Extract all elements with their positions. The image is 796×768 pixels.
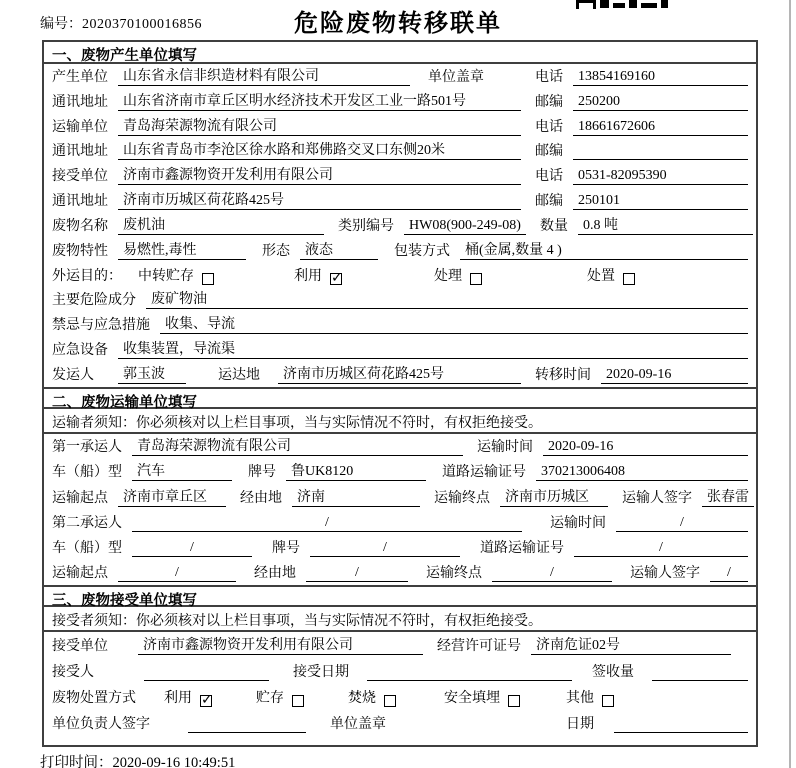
section1-body [44,64,756,387]
purpose-row [44,263,756,288]
plate-value: 鲁UK8120 [286,460,426,481]
emergency-measures-row [44,312,756,337]
transport-time-label: 运输时间 [550,515,606,531]
disposal-method-row [44,684,756,710]
option-label: 贮存 [256,691,284,707]
zip-label: 邮编 [535,94,563,110]
plate-value: / [310,540,460,557]
plate-label: 牌号 [272,540,300,556]
disposal-option-landfill [444,687,520,707]
category-value: HW08(900-249-08) [404,218,526,235]
option-label: 利用 [294,268,322,284]
phone-label: 电话 [535,69,563,85]
producer-row [44,64,756,89]
zip-label: 邮编 [535,144,563,160]
option-label: 处置 [587,268,615,284]
responsible-sign-value [188,716,306,733]
carrier2-label: 第二承运人 [52,515,122,531]
vehicle1-row [44,459,756,484]
transfer-time-label: 转移时间 [535,367,591,383]
receiver-value: 济南市鑫源物资开发利用有限公司 [118,164,521,185]
checkbox-icon [602,695,614,707]
notice-label: 接受者须知： [52,614,136,630]
disposal-method-label: 废物处置方式 [52,691,136,707]
transporter-value: 青岛海荣源物流有限公司 [118,115,521,136]
route1-row [44,484,756,509]
producer-address-row [44,89,756,114]
transport-time-label: 运输时间 [477,440,533,456]
route-end-value: / [492,565,612,582]
recipient-value [144,664,269,681]
address-value: 济南市历城区荷花路425号 [118,189,521,210]
phone-label: 电话 [535,169,563,185]
waste-name-label: 废物名称 [52,218,108,234]
notice-text: 你必须核对以上栏目事项，当与实际情况不符时，有权拒绝接受。 [136,415,542,431]
option-label: 其他 [566,691,594,707]
disposal-option-incinerate [348,687,396,707]
traits-label: 废物特性 [52,243,108,259]
carrier-sign-label: 运输人签字 [630,566,700,582]
carrier-sign-label: 运输人签字 [622,490,692,506]
dispatcher-value: 郭玉波 [118,363,186,384]
serial-value: 2020370100016856 [82,17,202,32]
recipient-label: 接受人 [52,665,94,681]
accepting-unit-value: 济南市鑫源物资开发利用有限公司 [138,634,423,655]
destination-value: 济南市历城区荷花路425号 [278,363,521,384]
purpose-label: 外运目的： [52,268,122,284]
disposal-option-store [256,687,304,707]
print-time-label: 打印时间： [40,755,113,768]
hazard-label: 主要危险成分 [52,293,136,309]
emergency-label: 禁忌与应急措施 [52,318,150,334]
form-value: 液态 [300,239,378,260]
equipment-value: 收集装置，导流渠 [118,338,748,359]
via-value: / [306,565,408,582]
option-label: 利用 [164,691,192,707]
transport-time-value: 2020-09-16 [543,439,748,456]
seal-label: 单位盖章 [428,69,484,85]
vehicle-type-value: 汽车 [132,460,232,481]
section1-header: 一、废物产生单位填写 [44,42,756,64]
license-value: 济南危证02号 [531,634,731,655]
checkbox-icon [200,695,212,707]
phone-value: 18661672606 [573,119,748,136]
address-label: 通讯地址 [52,94,108,110]
zip-label: 邮编 [535,194,563,210]
address-value: 山东省济南市章丘区明水经济技术开发区工业一路501号 [118,90,521,111]
waste-name-row [44,213,756,238]
option-label: 安全填埋 [444,691,500,707]
traits-value: 易燃性,毒性 [118,239,246,260]
section2-notice [44,409,756,434]
vehicle-type-label: 车（船）型 [52,540,122,556]
option-label: 处理 [434,268,462,284]
road-cert-value: / [574,540,748,557]
checkbox-icon [470,273,482,285]
received-qty-value [652,664,748,681]
receiver-label: 接受单位 [52,169,108,185]
carrier2-value: / [132,515,522,532]
transporter-address-row [44,139,756,164]
address-label: 通讯地址 [52,194,108,210]
accept-date-value [367,664,572,681]
transporter-label: 运输单位 [52,119,108,135]
page-title: 危险废物转移联单 [294,11,502,37]
notice-text: 你必须核对以上栏目事项，当与实际情况不符时，有权拒绝接受。 [136,614,542,630]
section3-notice [44,607,756,632]
address-label: 通讯地址 [52,144,108,160]
received-qty-label: 签收量 [592,665,634,681]
quantity-group [540,214,753,235]
quantity-value: 0.8 吨 [578,214,753,235]
route-start-value: 济南市章丘区 [118,486,226,507]
route-start-label: 运输起点 [52,490,108,506]
accept-date-label: 接受日期 [293,665,349,681]
address-value: 山东省青岛市李沧区徐水路和郑佛路交叉口东侧20米 [118,139,521,160]
purpose-option-treat [434,265,482,285]
form-label: 形态 [262,243,290,259]
section2-body [44,434,756,585]
dispatcher-label: 发运人 [52,367,94,383]
via-label: 经由地 [254,566,296,582]
route-end-label: 运输终点 [426,566,482,582]
hazard-row [44,288,756,313]
emergency-value: 收集、导流 [160,313,748,334]
route-end-value: 济南市历城区 [500,486,608,507]
road-cert-label: 道路运输证号 [480,540,564,556]
zip-group [535,140,748,160]
equipment-label: 应急设备 [52,343,108,359]
option-label: 焚烧 [348,691,376,707]
checkbox-icon [292,695,304,707]
phone-value: 13854169160 [573,69,748,86]
sign-date-value [614,716,748,733]
road-cert-value: 370213006408 [536,464,748,481]
accepting-unit-row [44,632,756,658]
transporter-phone-group [535,116,748,136]
notice-label: 运输者须知： [52,415,136,431]
accepting-unit-label: 接受单位 [52,639,108,655]
vehicle2-row [44,535,756,560]
zip-group [535,190,748,210]
zip-value: 250101 [573,193,748,210]
zip-value [573,143,748,160]
destination-label: 运达地 [218,367,260,383]
packaging-value: 桶(金属,数量 4 ) [460,239,748,260]
transfer-time-value: 2020-09-16 [601,367,748,384]
checkbox-icon [384,695,396,707]
road-cert-label: 道路运输证号 [442,465,526,481]
via-label: 经由地 [240,490,282,506]
route-end-label: 运输终点 [434,490,490,506]
document-header [0,0,796,40]
packaging-label: 包装方式 [394,243,450,259]
via-value: 济南 [292,486,420,507]
disposal-option-use [164,687,212,707]
section3-body [44,632,756,736]
zip-group [535,91,748,111]
receiver-phone-group [535,165,748,185]
receiver-row [44,163,756,188]
section3-header: 三、废物接受单位填写 [44,585,756,607]
carrier2-row [44,510,756,535]
phone-value: 0531-82095390 [573,168,748,185]
section2-header: 二、废物运输单位填写 [44,387,756,409]
carrier-sign-value: 张春雷 [702,486,754,507]
producer-phone-group [535,66,748,86]
carrier1-row [44,434,756,459]
carrier1-value: 青岛海荣源物流有限公司 [132,435,463,456]
responsible-sign-row [44,710,756,736]
producer-value: 山东省永信非织造材料有限公司 [118,65,410,86]
hazard-value: 废矿物油 [146,288,748,309]
option-label: 中转贮存 [138,268,194,284]
responsible-sign-label: 单位负责人签字 [52,717,150,733]
transporter-row [44,114,756,139]
recipient-row [44,658,756,684]
manifest-form-table [42,40,758,747]
equipment-row [44,337,756,362]
serial-label: 编号： [40,17,82,32]
waste-traits-row [44,238,756,263]
print-time-value: 2020-09-16 10:49:51 [112,755,236,768]
receiver-address-row [44,188,756,213]
carrier1-label: 第一承运人 [52,440,122,456]
category-label: 类别编号 [338,218,394,234]
purpose-option-dispose [587,265,635,285]
checkbox-icon [623,273,635,285]
purpose-option-use [294,265,342,285]
unit-seal-label: 单位盖章 [330,717,386,733]
waste-name-value: 废机油 [118,214,324,235]
checkbox-icon [330,273,342,285]
print-time [40,751,235,768]
vehicle-type-value: / [132,540,252,557]
phone-label: 电话 [535,119,563,135]
page-edge-line [789,0,791,768]
carrier-sign-value: / [710,565,748,582]
disposal-option-other [566,687,614,707]
producer-label: 产生单位 [52,69,108,85]
purpose-option-transfer [138,265,214,285]
checkbox-icon [202,273,214,285]
vehicle-type-label: 车（船）型 [52,465,122,481]
dispatch-row [44,362,756,387]
plate-label: 牌号 [248,465,276,481]
transfer-time-group [535,364,748,384]
license-label: 经营许可证号 [437,639,521,655]
route-start-value: / [118,565,236,582]
transport-time-value: / [616,515,748,532]
checkbox-icon [508,695,520,707]
route-start-label: 运输起点 [52,566,108,582]
zip-value: 250200 [573,94,748,111]
quantity-label: 数量 [539,218,568,234]
sign-date-label: 日期 [566,717,594,733]
route2-row [44,560,756,585]
